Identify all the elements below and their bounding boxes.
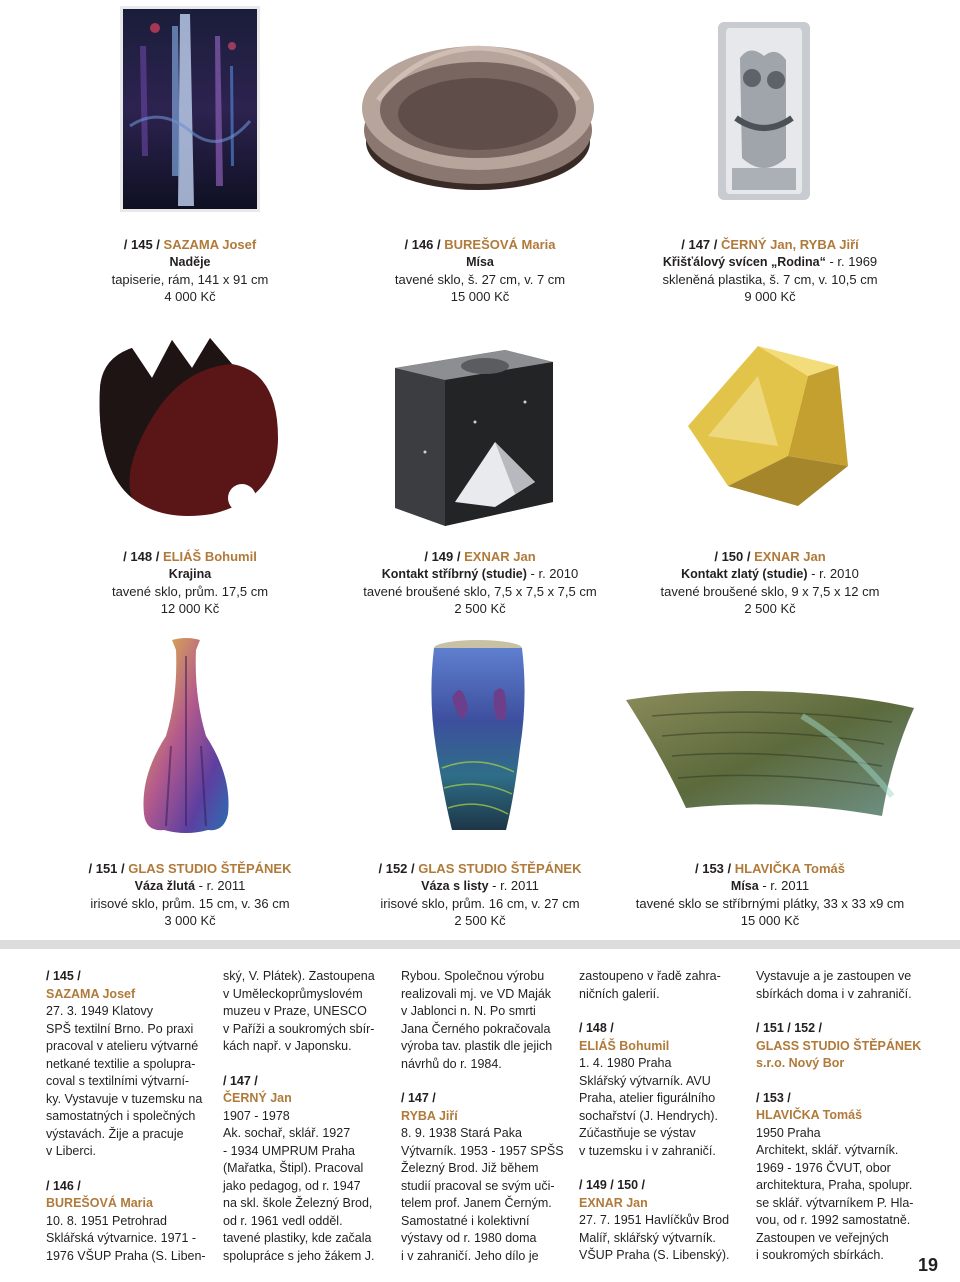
bio-text	[46, 1213, 214, 1266]
bio-line: spolupráce s jeho žákem J.	[223, 1248, 375, 1263]
artwork-desc: skleněná plastika, š. 7 cm, v. 10,5 cm	[662, 272, 878, 287]
caption-146: / 146 / BUREŠOVÁ Maria Mísa tavené sklo, š. 27 cm, v. 7 cm 15 000 Kč	[330, 236, 630, 305]
bio-text	[46, 1003, 214, 1161]
artwork-title: Křišťálový svícen „Rodina“	[662, 255, 826, 269]
artwork-price: 12 000 Kč	[160, 601, 220, 616]
page-number: 19	[917, 1255, 938, 1275]
bio-text	[756, 968, 936, 1003]
bio-line: 1950 Praha	[756, 1125, 821, 1140]
artwork-title: Váza s listy	[421, 879, 489, 893]
caption-147: / 147 / ČERNÝ Jan, RYBA Jiří Křišťálový svícen „Rodina“ - r. 1969 skleněná plastika, š. 7 cm, v. 10,5 cm 9 000 Kč	[620, 236, 920, 305]
bio-line: zastoupeno v řadě zahra-	[579, 969, 721, 983]
artist-name: SAZAMA Josef	[163, 237, 257, 252]
artwork-price: 2 500 Kč	[454, 601, 506, 616]
caption-152: / 152 / GLAS STUDIO ŠTĚPÁNEK Váza s listy - r. 2011 irisové sklo, prům. 16 cm, v. 27 cm 2 500 Kč	[330, 860, 630, 929]
bio-line: 1907 - 1978	[223, 1108, 290, 1123]
bio-text	[756, 1125, 936, 1265]
bio-name: EXNAR Jan	[579, 1195, 648, 1210]
artwork-desc: tavené broušené sklo, 9 x 7,5 x 12 cm	[660, 584, 880, 599]
artwork-title: Mísa	[730, 879, 759, 893]
bio-line: v Liberci.	[46, 1144, 97, 1158]
artwork-title: Mísa	[466, 255, 494, 269]
artwork-152-leaf-vase	[422, 638, 534, 836]
bio-line: 27. 3. 1949 Klatovy	[46, 1004, 154, 1018]
bio-line: (Mařatka, Štipl). Pracoval	[223, 1161, 364, 1175]
bio-line: i soukromých sbírkách.	[756, 1248, 884, 1262]
bio-line: v Paříži a soukromých sbír-	[223, 1021, 375, 1036]
artwork-title: Váza žlutá	[134, 879, 196, 893]
bio-line: Zastoupen ve veřejných	[756, 1230, 889, 1245]
bio-line: Sklářský výtvarník. AVU	[579, 1073, 711, 1088]
bio-line: pracoval v atelieru výtvarné	[46, 1039, 199, 1053]
bio-column-5: Vystavuje a je zastoupen ve sbírkách doma i v zahraničí. / 151 / 152 / GLASS STUDIO ŠTĚPÁNEK s.r.o. Nový Bor / 153 / HLAVIČKA Tomáš 1950 Praha Architekt, sklář. výtvarník. 1969 - 1976 ČVUT, obor architektura, Praha, spolupr. se sklář. výtvarníkem P. Hla- vou, od r. 1992 samostatně. Zastoupen ve veřejných i soukromých sbírkách.	[756, 968, 936, 1265]
artwork-title: Krajina	[168, 567, 212, 581]
artist-name: EXNAR Jan	[464, 549, 536, 564]
artwork-148-landscape-sculpture	[92, 328, 284, 524]
artwork-145-tapestry	[120, 6, 260, 212]
bio-line: Výtvarník. 1953 - 1957 SPŠS	[401, 1143, 564, 1158]
bio-column-3: Rybou. Společnou výrobu realizovali mj. ve VD Maják v Jablonci n. N. Po smrti Jana Černého pokračovala výroba tav. plastik dle jejich návrhů do r. 1984. / 147 / RYBA Jiří 8. 9. 1938 Stará Paka Výtvarník. 1953 - 1957 SPŠS Železný Brod. Již během studií pracoval se svým uči- telem prof. Janem Černým. Samostatné i kolektivní výstavy od r. 1980 doma i v zahraničí. Jeho dílo je	[401, 968, 569, 1265]
caption-148: / 148 / ELIÁŠ Bohumil Krajina tavené sklo, prům. 17,5 cm 12 000 Kč	[40, 548, 340, 617]
artwork-title: Naděje	[169, 255, 211, 269]
bio-line: 27. 7. 1951 Havlíčkův Brod	[579, 1213, 730, 1227]
artwork-147-candlestick	[712, 18, 816, 204]
artist-name: EXNAR Jan	[754, 549, 826, 564]
bio-line: VŠUP Praha (S. Libenský).	[579, 1248, 730, 1262]
bio-line: Sklářská výtvarnice. 1971 -	[46, 1231, 197, 1245]
bio-text	[579, 1212, 747, 1265]
bio-line: vou, od r. 1992 samostatně.	[756, 1213, 911, 1227]
bio-column-1: / 145 / SAZAMA Josef 27. 3. 1949 Klatovy SPŠ textilní Brno. Po praxi pracoval v atelieru výtvarné netkané textilie a spolupra- coval s textilními výtvarní- ky. Vystavuje v tuzemsku na samostatných i společných výstavách. Žije a pracuje v Liberci. / 146 / BUREŠOVÁ Maria 10. 8. 1951 Petrohrad Sklářská výtvarnice. 1971 - 1976 VŠUP Praha (S. Liben-	[46, 968, 214, 1265]
artwork-desc: tavené sklo se stříbrnými plátky, 33 x 33 x9 cm	[635, 896, 905, 911]
bio-line: netkané textilie a spolupra-	[46, 1056, 196, 1071]
artwork-title: Kontakt stříbrný (studie)	[381, 567, 527, 581]
caption-149: / 149 / EXNAR Jan Kontakt stříbrný (studie) - r. 2010 tavené broušené sklo, 7,5 x 7,5 x 7,5 cm 2 500 Kč	[330, 548, 630, 617]
artwork-desc: tapiserie, rám, 141 x 91 cm	[111, 272, 269, 287]
bio-line: Malíř, sklářský výtvarník.	[579, 1230, 716, 1245]
artwork-149-silver-cube	[385, 332, 563, 530]
artwork-desc: tavené broušené sklo, 7,5 x 7,5 x 7,5 cm	[363, 584, 597, 599]
bio-line: Samostatné i kolektivní	[401, 1213, 530, 1228]
artwork-150-gold-contact	[688, 336, 866, 510]
bio-name-sub: s.r.o. Nový Bor	[756, 1056, 845, 1070]
artwork-price: 2 500 Kč	[454, 913, 506, 928]
artist-name: GLAS STUDIO ŠTĚPÁNEK	[128, 861, 292, 876]
bio-line: Železný Brod. Již během	[401, 1161, 539, 1175]
bio-line: samostatných i společných	[46, 1109, 196, 1123]
artwork-desc: tavené sklo, š. 27 cm, v. 7 cm	[394, 272, 566, 287]
bio-text	[223, 968, 391, 1056]
bio-line: Zúčastňuje se výstav	[579, 1126, 696, 1140]
artwork-153-bowl-plate	[622, 686, 918, 820]
artwork-price: 15 000 Kč	[450, 289, 510, 304]
bio-text	[223, 1108, 391, 1266]
bio-line: sochařství (J. Hendrych).	[579, 1108, 718, 1123]
artwork-price: 4 000 Kč	[164, 289, 216, 304]
bio-line: kách např. v Japonsku.	[223, 1039, 352, 1053]
bio-name: ELIÁŠ Bohumil	[579, 1038, 670, 1053]
bio-line: tavené plastiky, kde začala	[223, 1231, 372, 1245]
bio-line: se sklář. výtvarníkem P. Hla-	[756, 1195, 914, 1210]
bio-line: na skl. škole Železný Brod,	[223, 1196, 373, 1210]
bio-line: výroba tav. plastik dle jejich	[401, 1039, 553, 1053]
bio-text	[401, 968, 569, 1073]
bio-line: sbírkách doma i v zahraničí.	[756, 986, 912, 1001]
bio-line: v tuzemsku i v zahraničí.	[579, 1143, 716, 1158]
bio-column-4: zastoupeno v řadě zahra- ničních galerií. / 148 / ELIÁŠ Bohumil 1. 4. 1980 Praha Sklářský výtvarník. AVU Praha, atelier figurálního sochařství (J. Hendrych). Zúčastňuje se výstav v tuzemsku i v zahraničí. / 149 / 150 / EXNAR Jan 27. 7. 1951 Havlíčkův Brod Malíř, sklářský výtvarník. VŠUP Praha (S. Libenský).	[579, 968, 747, 1265]
bio-line: Ak. sochař, sklář. 1927	[223, 1126, 351, 1140]
artwork-price: 15 000 Kč	[740, 913, 800, 928]
bio-line: 1. 4. 1980 Praha	[579, 1056, 672, 1070]
artwork-146-bowl	[358, 30, 598, 196]
bio-line: 10. 8. 1951 Petrohrad	[46, 1213, 167, 1228]
bio-line: Architekt, sklář. výtvarník.	[756, 1143, 899, 1157]
bio-name: SAZAMA Josef	[46, 986, 136, 1001]
artwork-price: 9 000 Kč	[744, 289, 796, 304]
artwork-title: Kontakt zlatý (studie)	[681, 567, 808, 581]
bio-name: BUREŠOVÁ Maria	[46, 1196, 153, 1210]
bio-line: v Uměleckoprůmyslovém	[223, 986, 363, 1001]
bio-line: i v zahraničí. Jeho dílo je	[401, 1248, 539, 1263]
artist-name: ČERNÝ Jan, RYBA Jiří	[721, 237, 859, 252]
artwork-151-yellow-vase	[136, 636, 236, 836]
artwork-desc: irisové sklo, prům. 16 cm, v. 27 cm	[380, 896, 580, 911]
artist-name: BUREŠOVÁ Maria	[444, 237, 556, 252]
bio-name: ČERNÝ Jan	[223, 1091, 292, 1105]
caption-151: / 151 / GLAS STUDIO ŠTĚPÁNEK Váza žlutá - r. 2011 irisové sklo, prům. 15 cm, v. 36 cm 3 000 Kč	[40, 860, 340, 929]
artwork-price: 3 000 Kč	[164, 913, 216, 928]
bio-line: ky. Vystavuje v tuzemsku na	[46, 1091, 203, 1106]
caption-153: / 153 / HLAVIČKA Tomáš Mísa - r. 2011 tavené sklo se stříbrnými plátky, 33 x 33 x9 cm 15 000 Kč	[620, 860, 920, 929]
bio-line: jako pedagog, od r. 1947	[223, 1178, 361, 1193]
bio-line: návrhů do r. 1984.	[401, 1056, 502, 1071]
artist-name: GLAS STUDIO ŠTĚPÁNEK	[418, 861, 582, 876]
bio-column-2: ský, V. Plátek). Zastoupena v Uměleckoprůmyslovém muzeu v Praze, UNESCO v Paříži a soukromých sbír- kách např. v Japonsku. / 147 / ČERNÝ Jan 1907 - 1978 Ak. sochař, sklář. 1927 - 1934 UMPRUM Praha (Mařatka, Štipl). Pracoval jako pedagog, od r. 1947 na skl. škole Železný Brod, od r. 1961 vedl odděl. tavené plastiky, kde začala spolupráce s jeho žákem J.	[223, 968, 391, 1265]
bio-line: v Jablonci n. N. Po smrti	[401, 1004, 536, 1018]
bio-line: muzeu v Praze, UNESCO	[223, 1004, 367, 1018]
artwork-price: 2 500 Kč	[744, 601, 796, 616]
bio-line: ský, V. Plátek). Zastoupena	[223, 969, 375, 983]
bio-line: ničních galerií.	[579, 986, 660, 1001]
bio-line: SPŠ textilní Brno. Po praxi	[46, 1021, 194, 1036]
artwork-desc: tavené sklo, prům. 17,5 cm	[111, 584, 269, 599]
bio-text	[401, 1125, 569, 1265]
bio-text	[579, 968, 747, 1003]
bio-line: coval s textilními výtvarní-	[46, 1074, 190, 1088]
bio-line: 8. 9. 1938 Stará Paka	[401, 1126, 522, 1140]
artist-name: HLAVIČKA Tomáš	[734, 861, 846, 876]
bio-line: od r. 1961 vedl odděl.	[223, 1213, 343, 1228]
bio-line: 1969 - 1976 ČVUT, obor	[756, 1160, 891, 1175]
bio-line: realizovali mj. ve VD Maják	[401, 986, 552, 1001]
bio-line: architektura, Praha, spolupr.	[756, 1178, 913, 1192]
bio-name: HLAVIČKA Tomáš	[756, 1108, 863, 1122]
caption-150: / 150 / EXNAR Jan Kontakt zlatý (studie) - r. 2010 tavené broušené sklo, 9 x 7,5 x 12 cm 2 500 Kč	[620, 548, 920, 617]
section-divider	[0, 940, 960, 949]
bio-line: výstavy od r. 1980 doma	[401, 1231, 537, 1245]
bio-line: 1976 VŠUP Praha (S. Liben-	[46, 1248, 206, 1263]
caption-145: / 145 / SAZAMA Josef Naděje tapiserie, rám, 141 x 91 cm 4 000 Kč	[40, 236, 340, 305]
bio-name: GLASS STUDIO ŠTĚPÁNEK	[756, 1038, 922, 1053]
bio-line: - 1934 UMPRUM Praha	[223, 1143, 355, 1158]
bio-line: Rybou. Společnou výrobu	[401, 969, 545, 983]
bio-name: RYBA Jiří	[401, 1108, 458, 1123]
bio-line: Jana Černého pokračovala	[401, 1021, 551, 1036]
bio-line: Vystavuje a je zastoupen ve	[756, 969, 912, 983]
artist-name: ELIÁŠ Bohumil	[162, 549, 257, 564]
bio-line: telem prof. Janem Černým.	[401, 1196, 552, 1210]
bio-line: studií pracoval se svým uči-	[401, 1178, 555, 1193]
bio-text	[579, 1055, 747, 1160]
artwork-desc: irisové sklo, prům. 15 cm, v. 36 cm	[90, 896, 290, 911]
bio-line: Praha, atelier figurálního	[579, 1091, 716, 1105]
bio-line: výstavách. Žije a pracuje	[46, 1126, 184, 1141]
